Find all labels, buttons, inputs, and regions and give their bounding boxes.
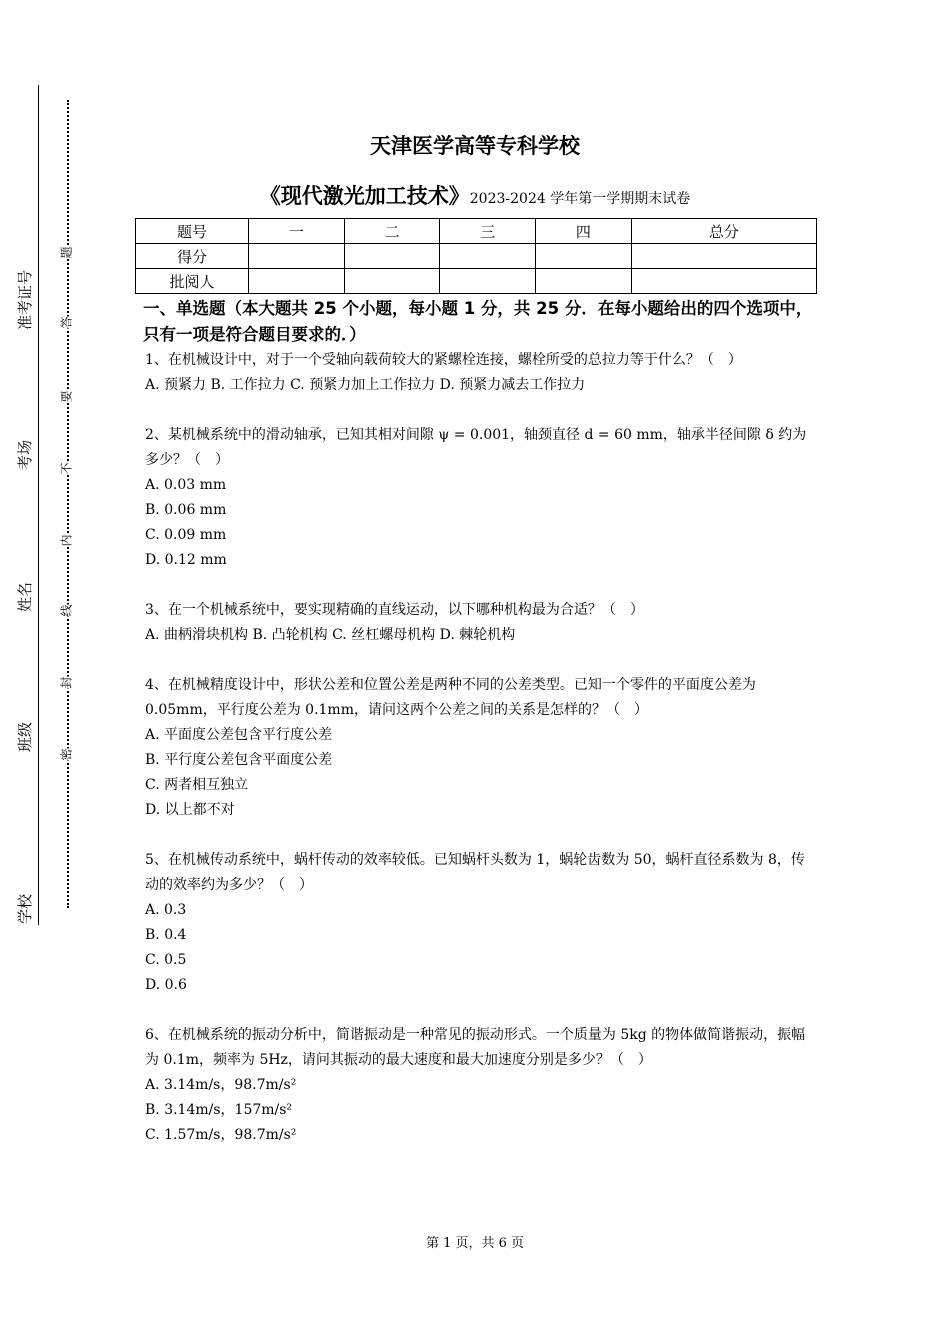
question-option: B. 0.4 bbox=[145, 927, 187, 943]
question-option: C. 两者相互独立 bbox=[145, 777, 249, 793]
school-label: 学校 bbox=[16, 893, 34, 924]
score-input-cell[interactable] bbox=[249, 244, 345, 269]
table-cell: 总分 bbox=[631, 219, 816, 244]
table-cell: 二 bbox=[344, 219, 440, 244]
question-2 bbox=[145, 423, 813, 573]
question-option: A. 3.14m/s，98.7m/s² bbox=[145, 1077, 297, 1093]
page-footer: 第 1 页，共 6 页 bbox=[425, 1236, 525, 1251]
question-option: A. 0.03 mm bbox=[145, 477, 227, 493]
question-stem: 4、在机械精度设计中，形状公差和位置公差是两种不同的公差类型。已知一个零件的平面度公差为 0.05mm，平行度公差为 0.1mm，请问这两个公差之间的关系是怎样的？（ ） bbox=[145, 677, 756, 718]
seal-char: 不 bbox=[56, 462, 77, 474]
question-4 bbox=[145, 673, 813, 823]
name-label: 姓名 bbox=[16, 581, 34, 612]
score-input-cell[interactable] bbox=[344, 244, 440, 269]
course-name: 《现代激光加工技术》 bbox=[259, 184, 470, 208]
question-option: D. 以上都不对 bbox=[145, 802, 235, 818]
question-option: C. 0.5 bbox=[145, 952, 187, 968]
seal-char: 内 bbox=[56, 534, 77, 546]
score-input-cell[interactable] bbox=[440, 244, 536, 269]
exam-number-label: 准考证号 bbox=[16, 269, 34, 330]
seal-char: 要 bbox=[56, 390, 77, 402]
table-cell: 题号 bbox=[136, 219, 249, 244]
score-table bbox=[135, 218, 817, 294]
table-cell: 批阅人 bbox=[136, 269, 249, 294]
reviewer-input-cell[interactable] bbox=[631, 269, 816, 294]
reviewer-input-cell[interactable] bbox=[249, 269, 345, 294]
question-option: A. 0.3 bbox=[145, 902, 187, 918]
seal-char: 答 bbox=[56, 316, 77, 328]
question-3 bbox=[145, 598, 813, 648]
section-heading: 一、单选题（本大题共 25 个小题，每小题 1 分，共 25 分．在每小题给出的四个选项中，只有一项是符合题目要求的．） bbox=[143, 299, 813, 344]
question-option: B. 平行度公差包含平面度公差 bbox=[145, 752, 333, 768]
seal-char: 线 bbox=[56, 604, 77, 616]
question-option: A. 预紧力 B. 工作拉力 C. 预紧力加上工作拉力 D. 预紧力减去工作拉力 bbox=[145, 377, 586, 393]
seal-char: 题 bbox=[56, 246, 77, 258]
seal-char: 封 bbox=[56, 676, 77, 688]
seal-char: 密 bbox=[56, 748, 77, 760]
table-cell: 一 bbox=[249, 219, 345, 244]
question-option: D. 0.6 bbox=[145, 977, 187, 993]
question-stem: 1、在机械设计中，对于一个受轴向载荷较大的紧螺栓连接，螺栓所受的总拉力等于什么？（ ） bbox=[145, 352, 742, 368]
school-title: 天津医学高等专科学校 bbox=[370, 134, 580, 158]
question-5 bbox=[145, 848, 813, 998]
table-cell: 得分 bbox=[136, 244, 249, 269]
score-table-header-row bbox=[136, 219, 817, 244]
question-stem: 6、在机械系统的振动分析中，简谐振动是一种常见的振动形式。一个质量为 5kg 的物体做简谐振动，振幅为 0.1m，频率为 5Hz，请问其振动的最大速度和最大加速度分别是多少？（ ） bbox=[145, 1027, 806, 1068]
seal-dotted-line bbox=[67, 100, 69, 908]
reviewer-input-cell[interactable] bbox=[344, 269, 440, 294]
score-input-cell[interactable] bbox=[536, 244, 632, 269]
question-option: B. 0.06 mm bbox=[145, 502, 227, 518]
exam-room-label: 考场 bbox=[16, 439, 34, 470]
question-option: C. 0.09 mm bbox=[145, 527, 227, 543]
question-option: B. 3.14m/s，157m/s² bbox=[145, 1102, 293, 1118]
question-stem: 2、某机械系统中的滑动轴承，已知其相对间隙 ψ = 0.001，轴颈直径 d = 60 mm，轴承半径间隙 δ 约为多少？（ ） bbox=[145, 427, 807, 468]
reviewer-row bbox=[136, 269, 817, 294]
question-6 bbox=[145, 1023, 813, 1148]
table-cell: 三 bbox=[440, 219, 536, 244]
question-option: A. 曲柄滑块机构 B. 凸轮机构 C. 丝杠螺母机构 D. 棘轮机构 bbox=[145, 627, 516, 643]
reviewer-input-cell[interactable] bbox=[440, 269, 536, 294]
question-option: C. 1.57m/s，98.7m/s² bbox=[145, 1127, 297, 1143]
exam-title bbox=[0, 180, 950, 210]
term-label: 2023-2024 学年第一学期期末试卷 bbox=[469, 191, 691, 207]
score-row bbox=[136, 244, 817, 269]
class-label: 班级 bbox=[16, 721, 34, 752]
question-option: A. 平面度公差包含平行度公差 bbox=[145, 727, 333, 743]
question-1 bbox=[145, 348, 813, 398]
score-input-cell[interactable] bbox=[631, 244, 816, 269]
question-section bbox=[145, 296, 813, 1173]
question-stem: 3、在一个机械系统中，要实现精确的直线运动，以下哪种机构最为合适？（ ） bbox=[145, 602, 644, 618]
table-cell: 四 bbox=[536, 219, 632, 244]
question-option: D. 0.12 mm bbox=[145, 552, 227, 568]
question-stem: 5、在机械传动系统中，蜗杆传动的效率较低。已知蜗杆头数为 1，蜗轮齿数为 50，蜗杆直径系数为 8，传动的效率约为多少？（ ） bbox=[145, 852, 805, 893]
reviewer-input-cell[interactable] bbox=[536, 269, 632, 294]
binding-line bbox=[38, 85, 39, 925]
